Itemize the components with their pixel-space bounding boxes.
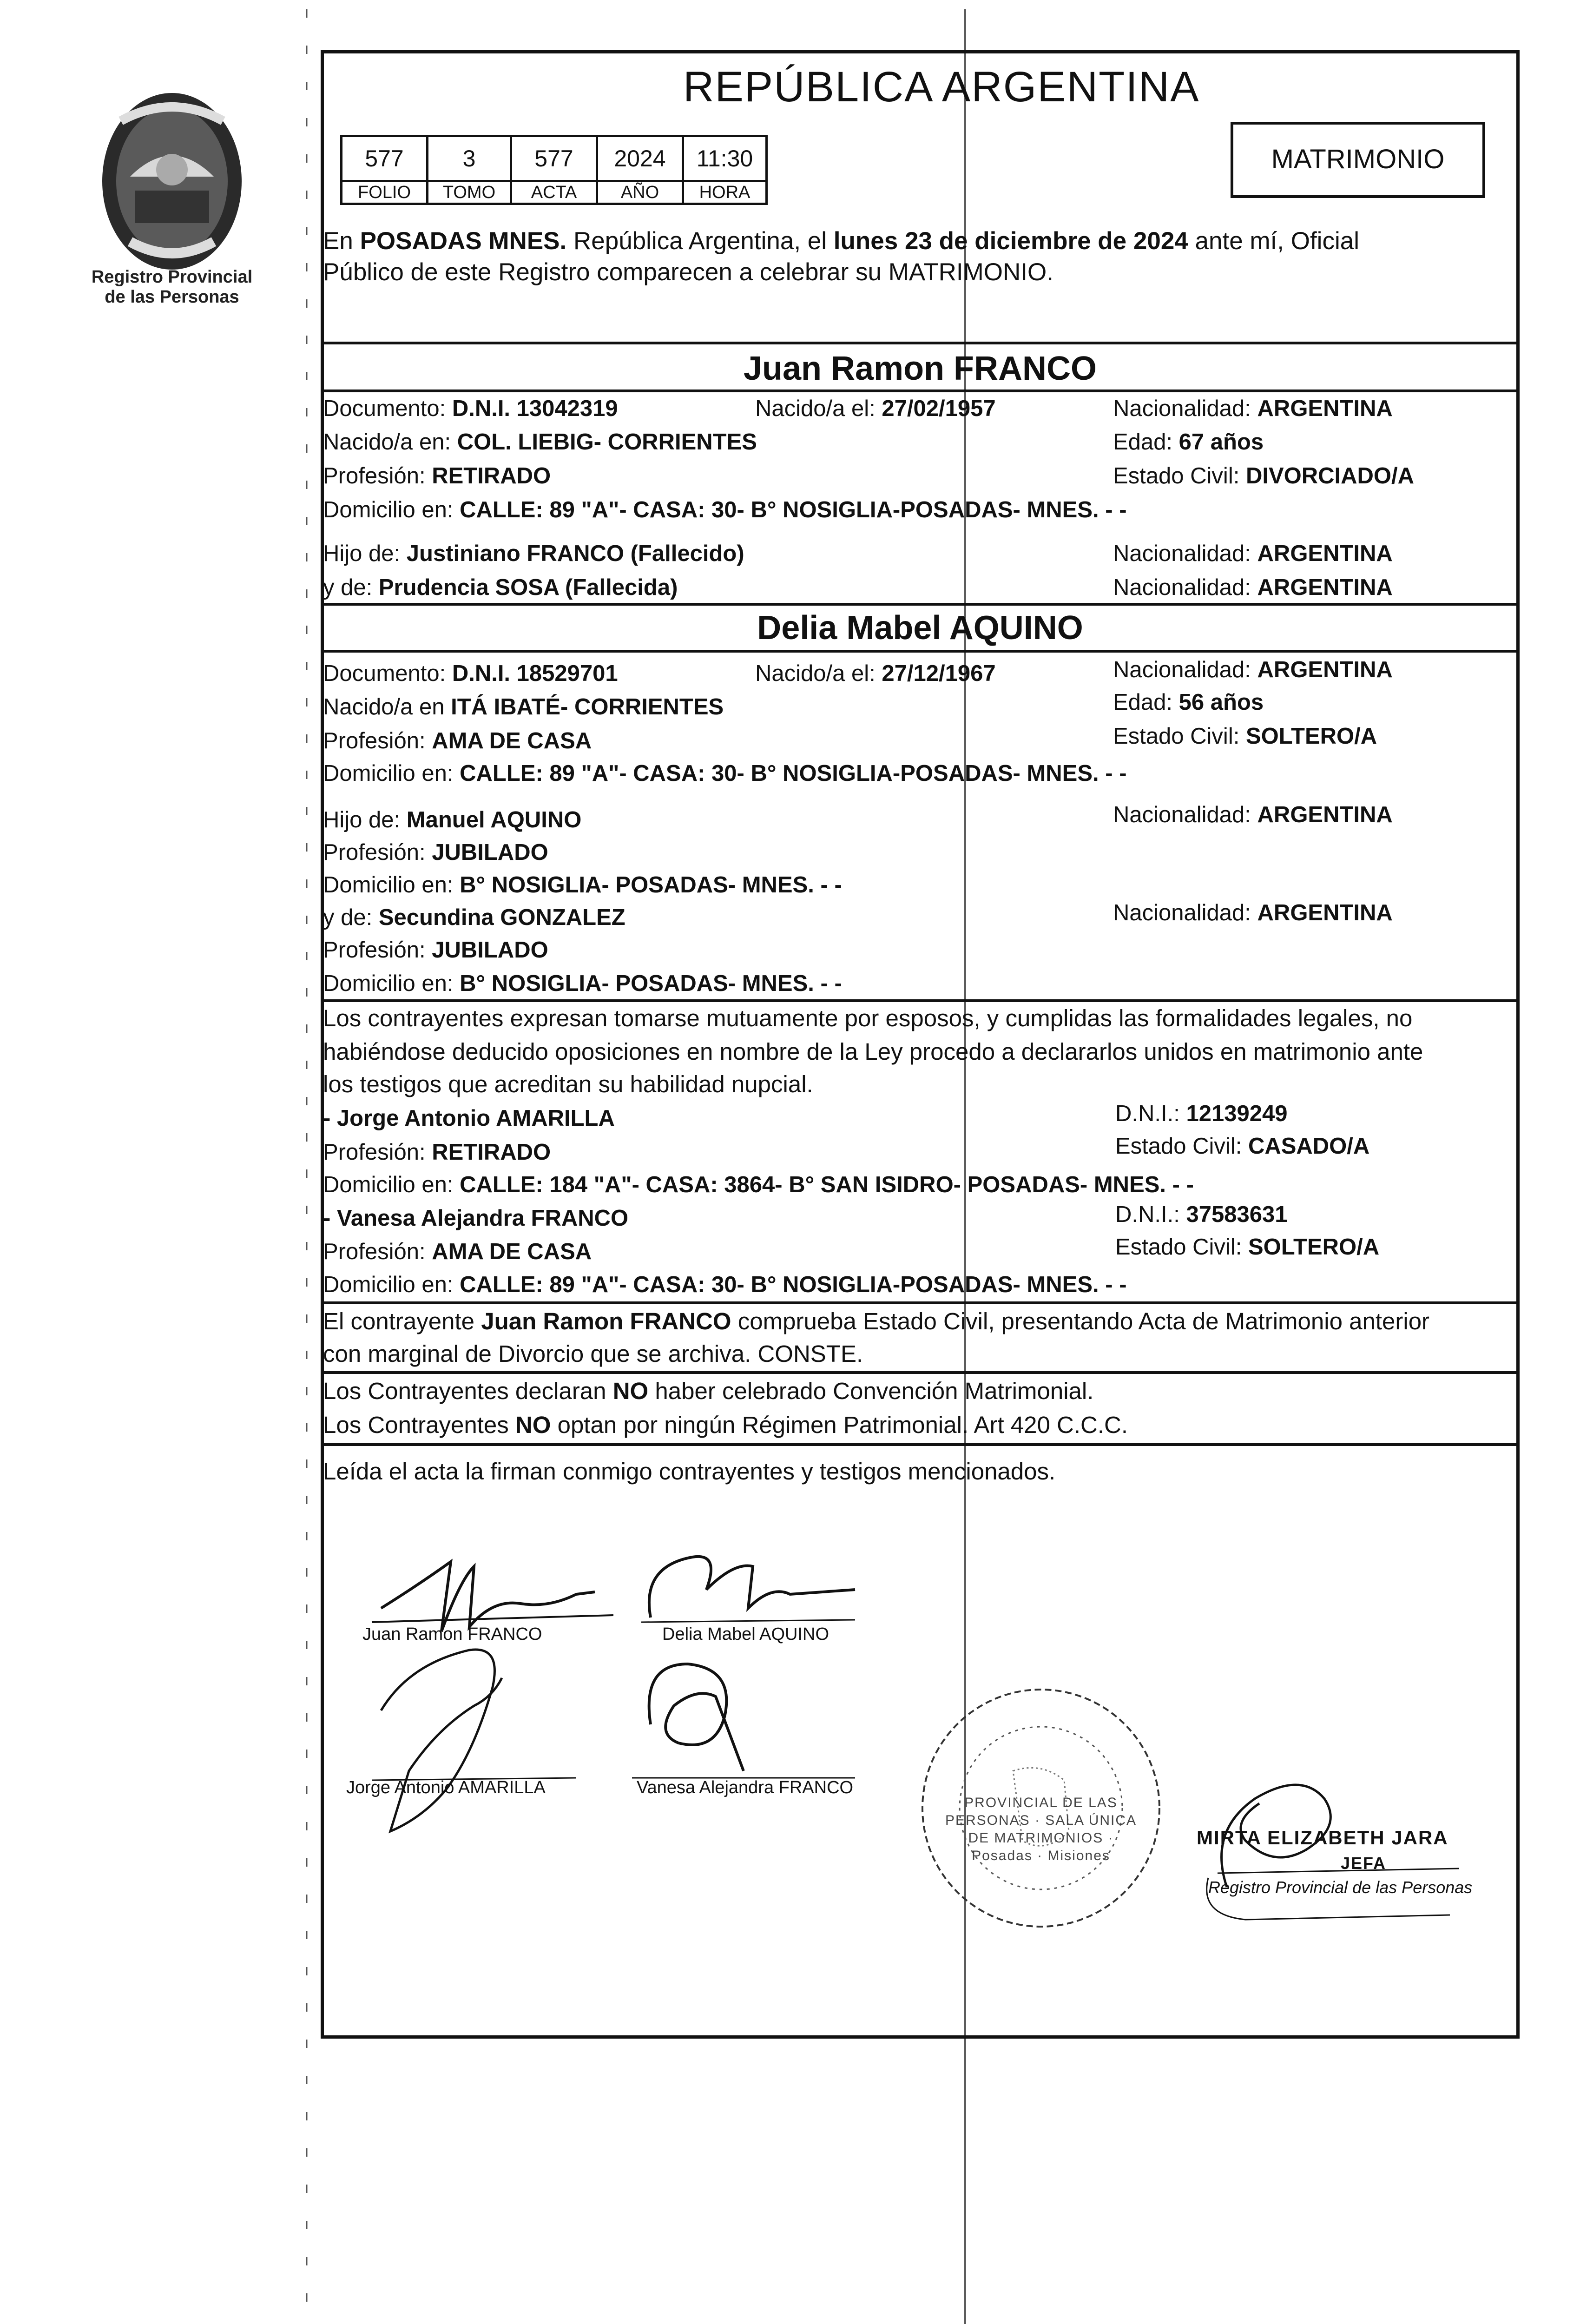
hora-label: HORA xyxy=(683,181,767,204)
acta-label: ACTA xyxy=(511,181,597,204)
divider xyxy=(321,1371,1520,1374)
acta-value: 577 xyxy=(511,136,597,181)
sig-caption-witness2: Vanesa Alejandra FRANCO xyxy=(637,1778,854,1797)
declaration-line-3: los testigos que acreditan su habilidad nupcial. xyxy=(323,1071,813,1097)
witness1-name: - Jorge Antonio AMARILLA xyxy=(323,1106,615,1131)
folio-value: 577 xyxy=(342,136,428,181)
bride-mother-address: Domicilio en: B° NOSIGLIA- POSADAS- MNES. - - xyxy=(323,971,842,996)
divider xyxy=(321,342,1520,344)
witness1-profession: Profesión: RETIRADO xyxy=(323,1140,551,1165)
provincial-shield-icon xyxy=(84,84,260,279)
witness1-address: Domicilio en: CALLE: 184 "A"- CASA: 3864- B° SAN ISIDRO- POSADAS- MNES. - - xyxy=(323,1172,1194,1197)
hora-value: 11:30 xyxy=(683,136,767,181)
declaration-line-1: Los contrayentes expresan tomarse mutuamente por esposos, y cumplidas las formalidades legales, no xyxy=(323,1005,1413,1031)
bride-mother-nationality: Nacionalidad: ARGENTINA xyxy=(1113,900,1393,925)
witness2-address: Domicilio en: CALLE: 89 "A"- CASA: 30- B° NOSIGLIA-POSADAS- MNES. - - xyxy=(323,1272,1127,1297)
bride-born: Nacido/a el: 27/12/1967 xyxy=(755,661,996,686)
sig-caption-witness1: Jorge Antonio AMARILLA xyxy=(346,1778,546,1797)
bride-father-address: Domicilio en: B° NOSIGLIA- POSADAS- MNES. - - xyxy=(323,872,842,898)
divorce-note-line-2: con marginal de Divorcio que se archiva. CONSTE. xyxy=(323,1340,863,1367)
regime-note: Los Contrayentes NO optan por ningún Régimen Patrimonial. Art 420 C.C.C. xyxy=(323,1412,1128,1438)
divider xyxy=(321,1443,1520,1446)
divider xyxy=(321,1301,1520,1304)
chief-office: Registro Provincial de las Personas xyxy=(1208,1878,1473,1897)
groom-doc: Documento: D.N.I. 13042319 xyxy=(323,396,618,421)
bride-mother-profession: Profesión: JUBILADO xyxy=(323,938,548,963)
witness2-civil-status: Estado Civil: SOLTERO/A xyxy=(1115,1235,1380,1260)
bride-age: Edad: 56 años xyxy=(1113,690,1264,715)
bride-address: Domicilio en: CALLE: 89 "A"- CASA: 30- B° NOSIGLIA-POSADAS- MNES. - - xyxy=(323,761,1127,786)
groom-civil-status: Estado Civil: DIVORCIADO/A xyxy=(1113,463,1415,489)
groom-mother-nationality: Nacionalidad: ARGENTINA xyxy=(1113,575,1393,600)
bride-name: Delia Mabel AQUINO xyxy=(757,609,1083,647)
bride-mother: y de: Secundina GONZALEZ xyxy=(323,905,625,930)
divider xyxy=(321,390,1520,392)
witness2-profession: Profesión: AMA DE CASA xyxy=(323,1239,592,1264)
bride-civil-status: Estado Civil: SOLTERO/A xyxy=(1113,724,1377,749)
ano-value: 2024 xyxy=(597,136,683,181)
tomo-value: 3 xyxy=(428,136,511,181)
groom-birthplace: Nacido/a en: COL. LIEBIG- CORRIENTES xyxy=(323,429,757,455)
intro-line-1: En POSADAS MNES. República Argentina, el lunes 23 de diciembre de 2024 ante mí, Oficial xyxy=(323,227,1359,255)
stamp-text: PROVINCIAL DE LAS PERSONAS · SALA ÚNICA DE MATRIMONIOS · Posadas · Misiones xyxy=(945,1795,1137,1863)
record-id-table xyxy=(340,135,768,205)
witness2-dni: D.N.I.: 37583631 xyxy=(1115,1202,1288,1227)
logo-line1: Registro Provincial xyxy=(91,267,253,287)
bride-father-profession: Profesión: JUBILADO xyxy=(323,840,548,865)
bride-profession: Profesión: AMA DE CASA xyxy=(323,728,592,753)
bride-father: Hijo de: Manuel AQUINO xyxy=(323,807,582,832)
bride-birthplace: Nacido/a en ITÁ IBATÉ- CORRIENTES xyxy=(323,694,724,720)
sig-caption-groom: Juan Ramon FRANCO xyxy=(362,1624,542,1644)
groom-father-nationality: Nacionalidad: ARGENTINA xyxy=(1113,541,1393,566)
official-stamp xyxy=(911,1678,1171,1938)
groom-name: Juan Ramon FRANCO xyxy=(743,350,1097,387)
chief-name: MIRTA ELIZABETH JARA xyxy=(1197,1827,1448,1849)
divider xyxy=(321,999,1520,1002)
witness2-name: - Vanesa Alejandra FRANCO xyxy=(323,1206,629,1231)
groom-age: Edad: 67 años xyxy=(1113,429,1264,455)
groom-address: Domicilio en: CALLE: 89 "A"- CASA: 30- B° NOSIGLIA-POSADAS- MNES. - - xyxy=(323,497,1127,522)
witness1-dni: D.N.I.: 12139249 xyxy=(1115,1101,1288,1126)
chief-title: JEFA xyxy=(1341,1854,1387,1873)
divider xyxy=(321,603,1520,606)
margin-marks xyxy=(297,9,316,2324)
convention-note: Los Contrayentes declaran NO haber celebrado Convención Matrimonial. xyxy=(323,1378,1094,1404)
bride-nationality: Nacionalidad: ARGENTINA xyxy=(1113,657,1393,682)
registry-logo xyxy=(84,84,260,307)
declaration-line-2: habiéndose deducido oposiciones en nombre de la Ley procedo a declararlos unidos en matrimonio ante xyxy=(323,1038,1423,1065)
divider xyxy=(321,650,1520,653)
divorce-note-line-1: El contrayente Juan Ramon FRANCO comprueba Estado Civil, presentando Acta de Matrimonio anterior xyxy=(323,1308,1430,1334)
ano-label: AÑO xyxy=(597,181,683,204)
folio-label: FOLIO xyxy=(342,181,428,204)
witness1-civil-status: Estado Civil: CASADO/A xyxy=(1115,1134,1370,1159)
groom-father: Hijo de: Justiniano FRANCO (Fallecido) xyxy=(323,541,744,566)
tomo-label: TOMO xyxy=(428,181,511,204)
logo-line2: de las Personas xyxy=(105,287,239,307)
sig-caption-bride: Delia Mabel AQUINO xyxy=(662,1624,830,1644)
act-type-box: MATRIMONIO xyxy=(1231,122,1485,198)
closing-text: Leída el acta la firman conmigo contrayentes y testigos mencionados. xyxy=(323,1458,1056,1485)
intro-line-2: Público de este Registro comparecen a celebrar su MATRIMONIO. xyxy=(323,258,1053,286)
bride-doc: Documento: D.N.I. 18529701 xyxy=(323,661,618,686)
bride-father-nationality: Nacionalidad: ARGENTINA xyxy=(1113,802,1393,827)
groom-born: Nacido/a el: 27/02/1957 xyxy=(755,396,996,421)
groom-profession: Profesión: RETIRADO xyxy=(323,463,551,489)
groom-mother: y de: Prudencia SOSA (Fallecida) xyxy=(323,575,678,600)
groom-nationality: Nacionalidad: ARGENTINA xyxy=(1113,396,1393,421)
document-title: REPÚBLICA ARGENTINA xyxy=(683,63,1200,111)
